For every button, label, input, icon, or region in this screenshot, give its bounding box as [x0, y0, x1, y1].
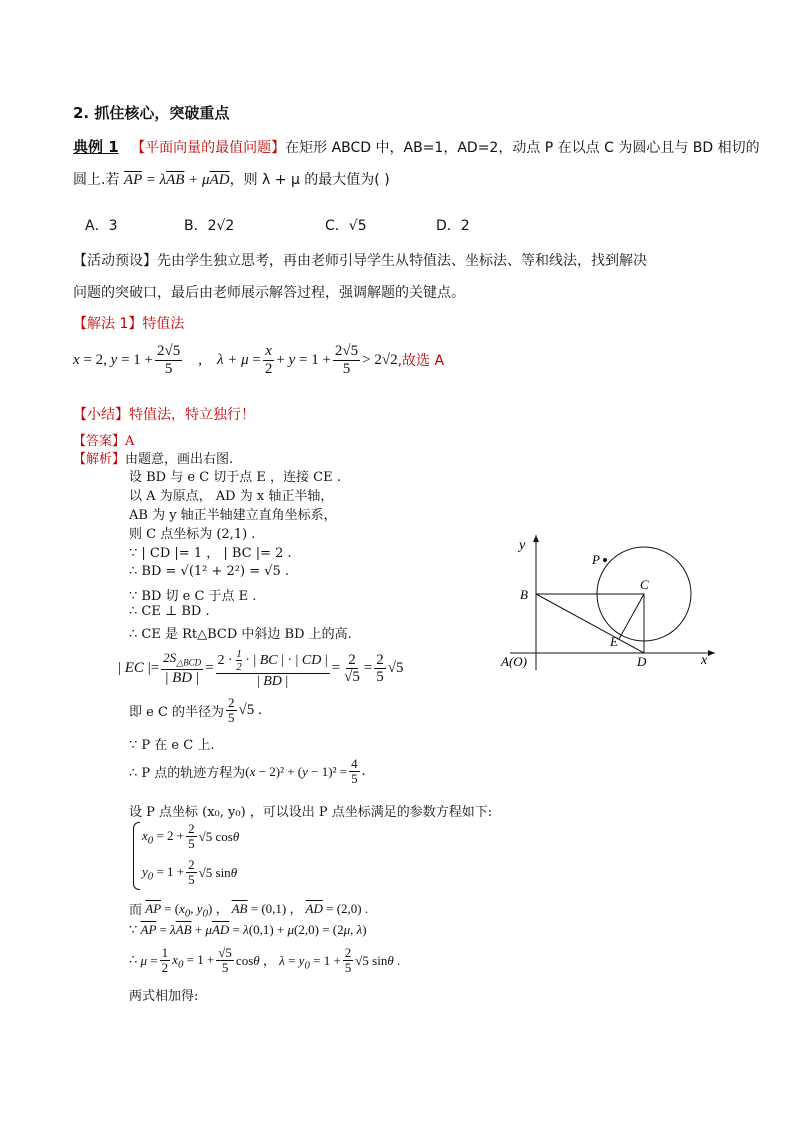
analysis-line-1: 设 BD 与 e C 切于点 E ，连接 CE . — [129, 470, 341, 485]
example-stem-line-2 — [73, 169, 390, 189]
analysis-line-0: 由题意，画出右图. — [125, 452, 234, 467]
option-a: A．3 — [85, 218, 118, 234]
label-p: P — [592, 552, 600, 567]
answer-label: 【答案】A — [73, 434, 135, 449]
vector-equation: $\overline{AP} = \lambda\overline{AB} + \mu\overline{AD}$ — [123, 172, 230, 188]
example-stem-2a: 圆上.若 — [73, 172, 120, 188]
method1-formula: x = 2, y = 1 + $\frac{2√5}{5}$ , λ + μ = $\frac{x}{2}$ + y = 1 + $\frac{2√5}{5}$ > 2√2 ,故选 A — [73, 343, 445, 377]
label-y: y — [519, 538, 526, 553]
label-c: C — [640, 577, 649, 592]
analysis-line-6: ∴ BD = √(1² + 2²) = √5 . — [129, 564, 290, 579]
analysis-line-2: 以 A 为原点， AD 为 x 轴正半轴， — [129, 489, 334, 504]
locus-line: ∴ P 点的轨迹方程为 — [129, 766, 246, 782]
example-stem-1: 在矩形 ABCD 中，AB=1，AD=2，动点 P 在以点 C 为圆心且与 BD 相切的 — [285, 140, 760, 156]
option-c: C．√5 — [325, 218, 367, 234]
example-label: 典例 1 — [73, 138, 119, 156]
vec-suffix: ∵ — [129, 922, 138, 938]
label-b: B — [520, 587, 528, 602]
analysis-line-5: ∵ | CD |= 1 ， | BC |= 2 . — [129, 546, 292, 561]
option-d: D．2 — [436, 218, 470, 234]
label-a-origin: A(O) — [501, 654, 527, 669]
activity-line-1: 【活动预设】先由学生独立思考，再由老师引导学生从特值法、坐标法、等和线法，找到解决 — [73, 253, 647, 269]
analysis-row — [73, 448, 233, 467]
param-x: $x_0 = 2$ + $\frac{2}{5}$ √5 cosθ — [142, 821, 240, 852]
mu-prefix: ∴ — [129, 953, 138, 969]
analysis-line-4: 则 C 点坐标为 (2,1) . — [129, 527, 256, 542]
analysis-line-3: AB 为 y 轴正半轴建立直角坐标系， — [129, 508, 337, 523]
method1-title: 【解法 1】特值法 — [73, 316, 185, 332]
system-brace — [133, 822, 140, 890]
example-stem-2b: ，则 λ + μ 的最大值为( ) — [229, 172, 390, 188]
locus-row: ∴ P 点的轨迹方程为 (x − 2)² + (y − 1)² = $\frac{4}{5}$ . — [129, 756, 366, 787]
analysis-line-8: ∴ CE ⊥ BD . — [129, 604, 210, 619]
ec-formula: | EC |= $\frac{2S_{\triangle BCD}}{| BD |}$ = 2 · $\frac{1}{2}$ · | BC | · | CD | | BD | = $\frac{2}{√5}$ = $\frac{2}{5}$ √5 — [118, 648, 404, 690]
mu-lambda-row: ∴ μ = $\frac{1}{2}$ $x_0 = 1$ + $\frac{√5}{5}$ cosθ ， $\lambda = y_0 = 1$ + $\frac{2}{5}$ √5 sinθ . — [129, 945, 401, 976]
x-axis-arrow — [708, 650, 715, 656]
option-b: B．2√2 — [184, 218, 235, 234]
method1-tail: ,故选 A — [397, 353, 445, 369]
p-on-circle: ∵ P 在 e C 上. — [129, 738, 215, 753]
segment-ce — [619, 594, 644, 639]
activity-line-2: 问题的突破口，最后由老师展示解答过程，强调解题的关键点。 — [73, 285, 465, 301]
coordinate-figure — [495, 530, 725, 675]
param-y: $y_0 = 1$ + $\frac{2}{5}$ √5 sinθ — [142, 857, 238, 888]
final-line: 两式相加得: — [129, 989, 199, 1004]
example-stem-line-1 — [73, 136, 760, 157]
point-p — [603, 558, 607, 562]
radius-line: 即 e C 的半径为 — [129, 705, 225, 721]
label-x: x — [701, 653, 708, 668]
vectors-row-2: ∵ $\overline{AP} = \lambda\overline{AB} + \mu\overline{AD} = \lambda(0,1) + \mu(2,0) = (2\mu$, λ) — [129, 922, 367, 938]
example-tag: 【平面向量的最值问题】 — [131, 140, 286, 156]
summary: 【小结】特值法，特立独行！ — [73, 407, 255, 423]
param-line: 设 P 点坐标 (x₀, y₀) ，可以设出 P 点坐标满足的参数方程如下: — [129, 805, 493, 820]
vectors-row: 而 $\overline{AP} = (x_0$, $y_0$) ， $\overline{AB} = (0,1)$ ， $\overline{AD} = (2,0)$ . — [129, 901, 369, 920]
y-axis-arrow — [533, 535, 539, 542]
vec-prefix: 而 — [129, 903, 143, 919]
radius-row: 即 e C 的半径为 $\frac{2}{5}$ √5 . — [129, 695, 262, 726]
section-heading: 2. 抓住核心，突破重点 — [73, 104, 230, 122]
analysis-line-7: ∵ BD 切 e C 于点 E . — [129, 589, 257, 604]
label-e: E — [610, 634, 618, 649]
analysis-label: 【解析】 — [73, 452, 126, 467]
label-d: D — [637, 654, 647, 669]
analysis-line-9: ∴ CE 是 Rt△BCD 中斜边 BD 上的高. — [129, 627, 352, 642]
